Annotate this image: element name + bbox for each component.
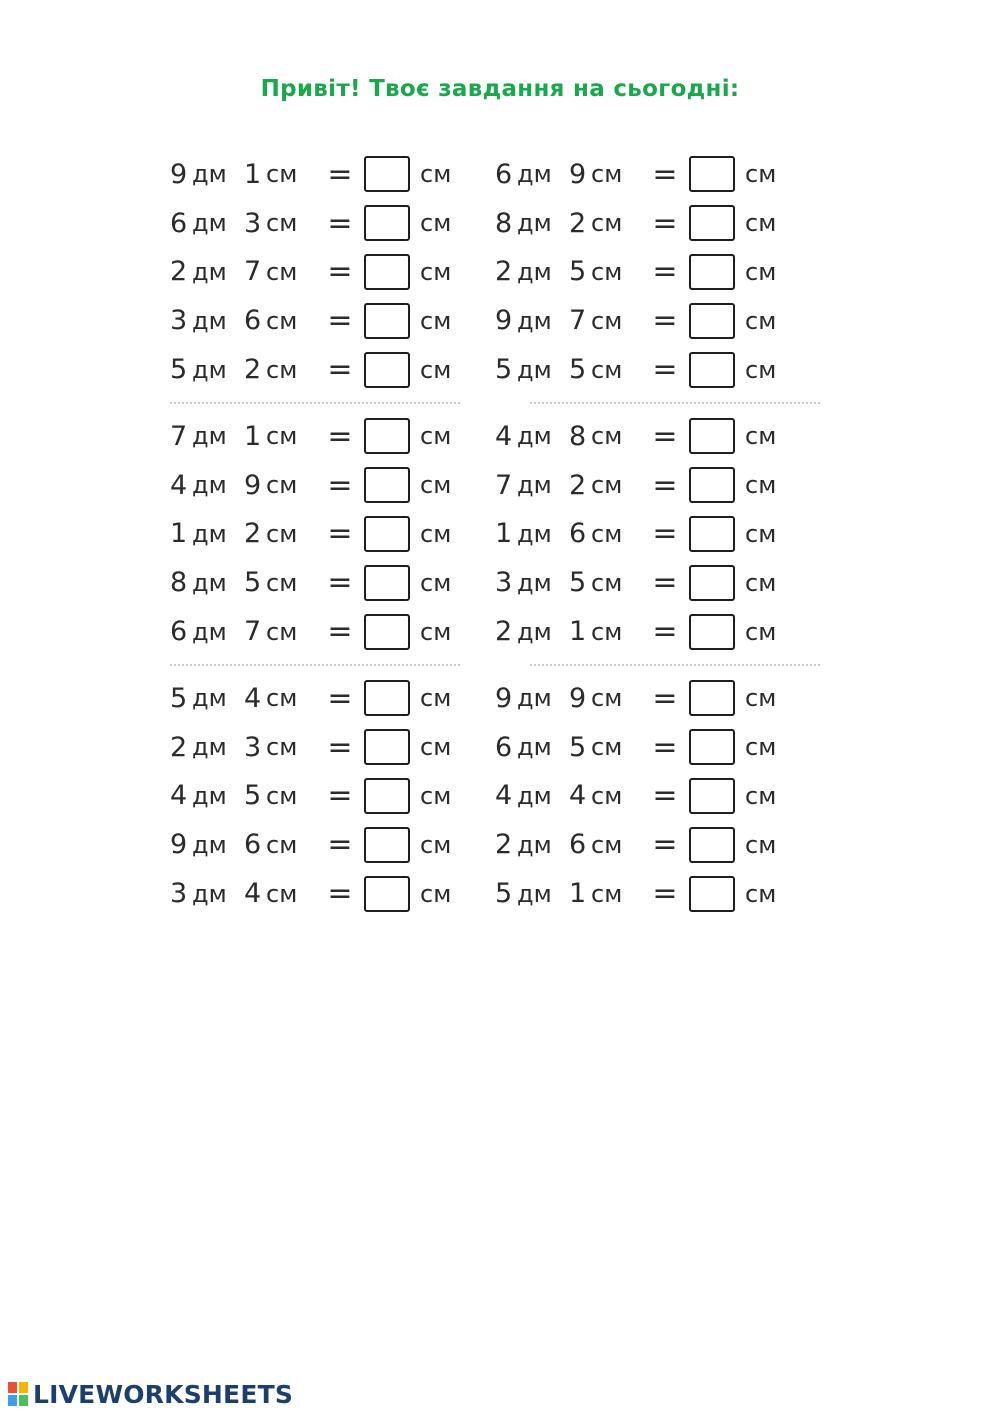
exercise-row <box>170 869 820 918</box>
cm-value: 5 <box>569 354 587 386</box>
exercise <box>170 303 495 339</box>
exercise <box>170 614 495 650</box>
exercise-row <box>170 772 820 821</box>
exercise <box>170 680 495 716</box>
cm-value: 7 <box>569 305 587 337</box>
cm-unit: см <box>266 519 298 548</box>
result-unit: см <box>745 684 777 713</box>
cm-value: 8 <box>569 420 587 452</box>
result-unit: см <box>745 568 777 597</box>
equals-sign: = <box>652 352 678 388</box>
exercise <box>495 467 820 503</box>
dm-unit: дм <box>517 257 552 286</box>
exercise <box>170 876 495 912</box>
dm-value: 3 <box>495 567 513 599</box>
exercise-section <box>170 150 820 394</box>
cm-unit: см <box>591 422 623 451</box>
result-unit: см <box>745 471 777 500</box>
answer-input[interactable] <box>689 614 735 650</box>
equals-sign: = <box>327 876 353 912</box>
answer-input[interactable] <box>689 156 735 192</box>
result-unit: см <box>745 306 777 335</box>
dm-unit: дм <box>192 519 227 548</box>
cm-unit: см <box>266 160 298 189</box>
result-unit: см <box>420 306 452 335</box>
dm-value: 6 <box>170 207 188 239</box>
cm-unit: см <box>266 209 298 238</box>
cm-value: 5 <box>569 256 587 288</box>
answer-input[interactable] <box>364 303 410 339</box>
cm-unit: см <box>591 471 623 500</box>
cm-value: 6 <box>569 518 587 550</box>
exercise-grid <box>170 150 820 918</box>
equals-sign: = <box>652 156 678 192</box>
cm-unit: см <box>591 355 623 384</box>
dm-value: 5 <box>170 354 188 386</box>
equals-sign: = <box>327 614 353 650</box>
equals-sign: = <box>652 876 678 912</box>
equals-sign: = <box>327 516 353 552</box>
result-unit: см <box>420 160 452 189</box>
cm-unit: см <box>266 257 298 286</box>
exercise <box>495 156 820 192</box>
cm-unit: см <box>591 160 623 189</box>
result-unit: см <box>745 422 777 451</box>
exercise <box>495 614 820 650</box>
answer-input[interactable] <box>364 680 410 716</box>
answer-input[interactable] <box>689 565 735 601</box>
dm-unit: дм <box>192 830 227 859</box>
cm-value: 9 <box>569 158 587 190</box>
result-unit: см <box>420 519 452 548</box>
exercise-row <box>170 345 820 394</box>
dm-unit: дм <box>192 568 227 597</box>
exercise-row <box>170 607 820 656</box>
cm-value: 5 <box>244 567 262 599</box>
result-unit: см <box>420 617 452 646</box>
dm-value: 8 <box>495 207 513 239</box>
cm-unit: см <box>266 306 298 335</box>
dm-unit: дм <box>517 879 552 908</box>
result-unit: см <box>420 568 452 597</box>
liveworksheets-logo-icon <box>8 1382 30 1408</box>
result-unit: см <box>745 355 777 384</box>
dm-unit: дм <box>192 879 227 908</box>
equals-sign: = <box>652 565 678 601</box>
dm-value: 4 <box>495 780 513 812</box>
exercise <box>170 205 495 241</box>
cm-value: 6 <box>569 829 587 861</box>
result-unit: см <box>420 781 452 810</box>
exercise <box>170 254 495 290</box>
equals-sign: = <box>652 827 678 863</box>
dm-unit: дм <box>192 781 227 810</box>
dm-unit: дм <box>192 209 227 238</box>
dm-unit: дм <box>192 684 227 713</box>
dm-unit: дм <box>517 306 552 335</box>
exercise <box>495 516 820 552</box>
answer-input[interactable] <box>689 352 735 388</box>
exercise-row <box>170 558 820 607</box>
dm-unit: дм <box>192 617 227 646</box>
equals-sign: = <box>327 778 353 814</box>
exercise-row <box>170 820 820 869</box>
cm-unit: см <box>591 617 623 646</box>
answer-input[interactable] <box>689 876 735 912</box>
dm-unit: дм <box>192 257 227 286</box>
equals-sign: = <box>652 614 678 650</box>
exercise <box>495 254 820 290</box>
result-unit: см <box>745 781 777 810</box>
equals-sign: = <box>652 303 678 339</box>
dm-unit: дм <box>517 568 552 597</box>
dm-unit: дм <box>517 733 552 762</box>
dm-value: 2 <box>495 616 513 648</box>
answer-input[interactable] <box>364 352 410 388</box>
answer-input[interactable] <box>364 778 410 814</box>
liveworksheets-logo <box>8 1380 293 1409</box>
dm-value: 9 <box>495 305 513 337</box>
answer-input[interactable] <box>364 467 410 503</box>
dm-value: 2 <box>495 829 513 861</box>
section-divider <box>170 664 820 666</box>
cm-value: 2 <box>569 469 587 501</box>
exercise-section <box>170 412 820 656</box>
dm-value: 2 <box>170 256 188 288</box>
dm-value: 7 <box>170 420 188 452</box>
dm-unit: дм <box>517 684 552 713</box>
dm-value: 9 <box>495 682 513 714</box>
cm-unit: см <box>591 257 623 286</box>
exercise <box>495 303 820 339</box>
answer-input[interactable] <box>689 467 735 503</box>
dm-value: 8 <box>170 567 188 599</box>
result-unit: см <box>420 471 452 500</box>
result-unit: см <box>745 519 777 548</box>
dm-unit: дм <box>192 355 227 384</box>
answer-input[interactable] <box>364 827 410 863</box>
result-unit: см <box>420 733 452 762</box>
exercise <box>170 352 495 388</box>
answer-input[interactable] <box>689 254 735 290</box>
answer-input[interactable] <box>689 827 735 863</box>
equals-sign: = <box>327 303 353 339</box>
cm-value: 3 <box>244 731 262 763</box>
answer-input[interactable] <box>364 614 410 650</box>
answer-input[interactable] <box>364 156 410 192</box>
cm-value: 7 <box>244 616 262 648</box>
cm-unit: см <box>591 781 623 810</box>
cm-value: 1 <box>244 158 262 190</box>
exercise <box>170 565 495 601</box>
cm-value: 4 <box>244 682 262 714</box>
cm-value: 6 <box>244 305 262 337</box>
exercise <box>495 729 820 765</box>
dm-unit: дм <box>192 306 227 335</box>
cm-unit: см <box>266 733 298 762</box>
dm-value: 6 <box>170 616 188 648</box>
cm-unit: см <box>266 781 298 810</box>
answer-input[interactable] <box>689 680 735 716</box>
exercise-section <box>170 674 820 918</box>
exercise-row <box>170 199 820 248</box>
equals-sign: = <box>652 680 678 716</box>
cm-unit: см <box>266 355 298 384</box>
dm-value: 1 <box>495 518 513 550</box>
answer-input[interactable] <box>689 778 735 814</box>
dm-value: 2 <box>170 731 188 763</box>
exercise <box>170 778 495 814</box>
cm-unit: см <box>591 830 623 859</box>
dm-unit: дм <box>517 355 552 384</box>
cm-value: 3 <box>244 207 262 239</box>
exercise-row <box>170 723 820 772</box>
equals-sign: = <box>652 467 678 503</box>
result-unit: см <box>745 160 777 189</box>
result-unit: см <box>745 733 777 762</box>
equals-sign: = <box>327 156 353 192</box>
dm-value: 5 <box>495 878 513 910</box>
dm-unit: дм <box>517 617 552 646</box>
cm-unit: см <box>266 617 298 646</box>
cm-value: 5 <box>569 731 587 763</box>
equals-sign: = <box>327 729 353 765</box>
exercise <box>495 565 820 601</box>
answer-input[interactable] <box>689 729 735 765</box>
answer-input[interactable] <box>364 418 410 454</box>
cm-unit: см <box>591 568 623 597</box>
page-title: Привіт! Твоє завдання на сьогодні: <box>260 76 740 102</box>
cm-value: 1 <box>569 616 587 648</box>
dm-unit: дм <box>517 471 552 500</box>
cm-unit: см <box>591 684 623 713</box>
cm-unit: см <box>591 209 623 238</box>
exercise <box>495 418 820 454</box>
cm-value: 6 <box>244 829 262 861</box>
cm-value: 4 <box>244 878 262 910</box>
result-unit: см <box>420 209 452 238</box>
cm-unit: см <box>591 306 623 335</box>
exercise <box>495 876 820 912</box>
dm-value: 2 <box>495 256 513 288</box>
equals-sign: = <box>327 565 353 601</box>
result-unit: см <box>745 209 777 238</box>
result-unit: см <box>420 355 452 384</box>
equals-sign: = <box>327 467 353 503</box>
cm-unit: см <box>591 519 623 548</box>
cm-unit: см <box>266 422 298 451</box>
equals-sign: = <box>327 352 353 388</box>
exercise <box>495 352 820 388</box>
dm-unit: дм <box>517 830 552 859</box>
dm-unit: дм <box>192 471 227 500</box>
result-unit: см <box>745 617 777 646</box>
dm-value: 3 <box>170 878 188 910</box>
dm-unit: дм <box>192 733 227 762</box>
answer-input[interactable] <box>689 303 735 339</box>
dm-value: 5 <box>495 354 513 386</box>
dm-value: 6 <box>495 731 513 763</box>
result-unit: см <box>420 257 452 286</box>
equals-sign: = <box>652 729 678 765</box>
exercise <box>170 467 495 503</box>
cm-unit: см <box>266 879 298 908</box>
cm-unit: см <box>591 733 623 762</box>
result-unit: см <box>420 879 452 908</box>
result-unit: см <box>420 684 452 713</box>
exercise-row <box>170 248 820 297</box>
exercise <box>170 827 495 863</box>
dm-unit: дм <box>192 422 227 451</box>
dm-value: 3 <box>170 305 188 337</box>
cm-unit: см <box>266 830 298 859</box>
dm-value: 6 <box>495 158 513 190</box>
section-divider <box>170 402 820 404</box>
cm-unit: см <box>266 684 298 713</box>
dm-unit: дм <box>517 519 552 548</box>
cm-value: 2 <box>244 518 262 550</box>
equals-sign: = <box>652 418 678 454</box>
equals-sign: = <box>652 778 678 814</box>
cm-value: 9 <box>244 469 262 501</box>
exercise <box>495 680 820 716</box>
exercise <box>495 827 820 863</box>
equals-sign: = <box>327 205 353 241</box>
cm-value: 2 <box>244 354 262 386</box>
result-unit: см <box>745 830 777 859</box>
dm-unit: дм <box>517 209 552 238</box>
cm-unit: см <box>591 879 623 908</box>
answer-input[interactable] <box>364 254 410 290</box>
equals-sign: = <box>327 254 353 290</box>
exercise-row <box>170 412 820 461</box>
cm-unit: см <box>266 568 298 597</box>
exercise <box>170 156 495 192</box>
dm-value: 4 <box>495 420 513 452</box>
equals-sign: = <box>327 827 353 863</box>
exercise-row <box>170 296 820 345</box>
dm-value: 4 <box>170 780 188 812</box>
exercise-row <box>170 461 820 510</box>
dm-value: 9 <box>170 829 188 861</box>
cm-value: 2 <box>569 207 587 239</box>
exercise <box>170 516 495 552</box>
exercise <box>495 778 820 814</box>
cm-value: 9 <box>569 682 587 714</box>
result-unit: см <box>420 830 452 859</box>
dm-value: 5 <box>170 682 188 714</box>
result-unit: см <box>745 879 777 908</box>
dm-value: 4 <box>170 469 188 501</box>
exercise <box>170 418 495 454</box>
dm-value: 1 <box>170 518 188 550</box>
exercise <box>495 205 820 241</box>
answer-input[interactable] <box>689 418 735 454</box>
answer-input[interactable] <box>689 205 735 241</box>
dm-unit: дм <box>517 781 552 810</box>
cm-value: 1 <box>244 420 262 452</box>
cm-value: 1 <box>569 878 587 910</box>
dm-value: 7 <box>495 469 513 501</box>
answer-input[interactable] <box>364 205 410 241</box>
exercise <box>170 729 495 765</box>
exercise-row <box>170 674 820 723</box>
logo-text: LIVEWORKSHEETS <box>33 1380 294 1409</box>
answer-input[interactable] <box>689 516 735 552</box>
exercise-row <box>170 510 820 559</box>
result-unit: см <box>745 257 777 286</box>
equals-sign: = <box>327 418 353 454</box>
dm-unit: дм <box>192 160 227 189</box>
dm-unit: дм <box>517 160 552 189</box>
equals-sign: = <box>652 254 678 290</box>
dm-value: 9 <box>170 158 188 190</box>
equals-sign: = <box>327 680 353 716</box>
exercise-row <box>170 150 820 199</box>
dm-unit: дм <box>517 422 552 451</box>
cm-value: 5 <box>244 780 262 812</box>
answer-input[interactable] <box>364 516 410 552</box>
cm-value: 5 <box>569 567 587 599</box>
result-unit: см <box>420 422 452 451</box>
cm-unit: см <box>266 471 298 500</box>
equals-sign: = <box>652 205 678 241</box>
equals-sign: = <box>652 516 678 552</box>
cm-value: 4 <box>569 780 587 812</box>
answer-input[interactable] <box>364 565 410 601</box>
answer-input[interactable] <box>364 729 410 765</box>
cm-value: 7 <box>244 256 262 288</box>
answer-input[interactable] <box>364 876 410 912</box>
